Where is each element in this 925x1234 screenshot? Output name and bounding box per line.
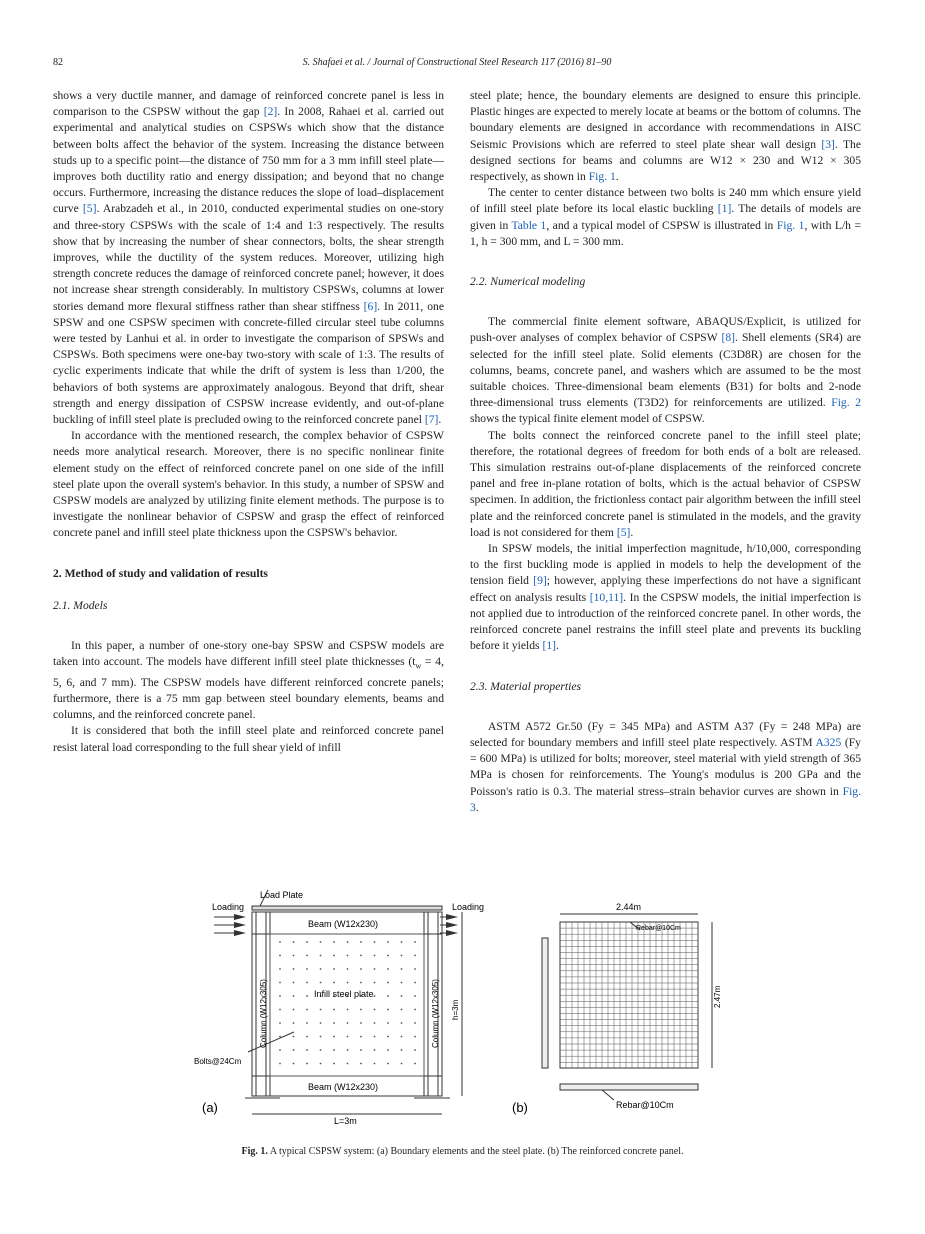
bolt-dot — [279, 1049, 281, 1051]
bolt-dot — [414, 1063, 416, 1065]
bolt-dot — [374, 1063, 376, 1065]
L-label: L=3m — [334, 1116, 357, 1124]
bolt-dot — [347, 941, 349, 943]
bolt-dot — [387, 1063, 389, 1065]
page-number: 82 — [53, 57, 63, 68]
bolt-dot — [279, 1036, 281, 1038]
figure-link[interactable]: Fig. 1 — [588, 170, 616, 184]
bolt-dot — [401, 1022, 403, 1024]
bolt-dot — [293, 1009, 295, 1011]
bolt-dot — [306, 1063, 308, 1065]
paragraph: The commercial finite element software, ABAQUS/Explicit, is utilized for push-over analyses of complex behavior of CSPSW [8]. Shell elements (SR4) are selected for the infill steel plate. Solid elements (C3D8R) are chosen for the columns, beams, concrete panel, and washers which are assumed to be the most suitable choices. Three-dimensional beam elements (B31) for bolts and 2-node three-dimensional truss elements (T3D2) for reinforcements are utilized. Fig. 2 shows the typical finite element model of CSPSW. — [470, 315, 862, 426]
bolt-dot — [414, 955, 416, 957]
bolts-label: Bolts@24Cm — [194, 1057, 242, 1066]
subsection-heading: 2.3. Material properties — [470, 679, 581, 693]
bolt-dot — [347, 1036, 349, 1038]
bolt-dot — [279, 941, 281, 943]
bolt-dot — [374, 995, 376, 997]
bolt-dot — [414, 1049, 416, 1051]
bolt-dot — [414, 1009, 416, 1011]
bolt-dot — [401, 1036, 403, 1038]
citation-link[interactable]: [10,11] — [589, 590, 624, 604]
h-label: h=3m — [451, 999, 460, 1020]
bolt-dot — [333, 982, 335, 984]
caption-text: A typical CSPSW system: (a) Boundary elements and the steel plate. (b) The reinforced concrete panel. — [267, 1146, 684, 1157]
bolt-dot — [333, 1009, 335, 1011]
bolt-dot — [360, 1009, 362, 1011]
bolt-dot — [347, 1063, 349, 1065]
load-plate — [252, 906, 442, 910]
bolt-dot — [333, 1049, 335, 1051]
figure-1 — [190, 884, 730, 1124]
bolt-dot — [306, 1036, 308, 1038]
citation-link[interactable]: [2] — [263, 105, 278, 119]
caption-label: Fig. 1. — [241, 1146, 268, 1157]
citation-link[interactable]: [7] — [424, 413, 439, 427]
bolt-dot — [306, 995, 308, 997]
bolt-dot — [333, 968, 335, 970]
bolt-dot — [320, 1036, 322, 1038]
section-heading: 2. Method of study and validation of results — [53, 566, 268, 580]
bolt-dot — [414, 1036, 416, 1038]
height-label: 2.47m — [713, 985, 722, 1008]
bolt-dot — [293, 1036, 295, 1038]
bolt-dot — [279, 1063, 281, 1065]
citation-link[interactable]: [5] — [82, 202, 97, 216]
bolt-dot — [401, 955, 403, 957]
bolt-dot — [360, 982, 362, 984]
figure-caption — [0, 1146, 925, 1157]
bolt-dot — [387, 1036, 389, 1038]
left-column — [53, 88, 444, 756]
bolt-dot — [374, 1009, 376, 1011]
bolt-dot — [414, 1022, 416, 1024]
bolt-dot — [279, 955, 281, 957]
rebar-grid — [560, 922, 698, 1068]
subsection-heading: 2.2. Numerical modeling — [470, 275, 586, 289]
bolt-grid — [279, 941, 416, 1064]
paragraph: In this paper, a number of one-story one-bay SPSW and CSPSW models are taken into account. The models have different infill steel plate thicknesses ($t_w = 4$, 5, 6, and 7 mm). The CSPSW models have different reinforced concrete panels; furthermore, there is a 75 mm gap between steel boundary elements, beams and columns, and the reinforced concrete panel. — [53, 639, 445, 722]
bolt-dot — [333, 1036, 335, 1038]
panel-b-label: (b) — [512, 1100, 528, 1115]
bolt-dot — [374, 941, 376, 943]
paragraph: The center to center distance between two bolts is 240 mm which ensure yield of infill steel plate before its local elastic buckling [1]. The details of models are given in Table 1, and a typical model of CSPSW is illustrated in Fig. 1, with L/h = 1, h = 300 mm, and L = 300 mm. — [470, 186, 861, 248]
bolt-dot — [387, 1049, 389, 1051]
figure-link[interactable]: Fig. 3 — [470, 784, 861, 814]
bolt-dot — [374, 982, 376, 984]
bolt-dot — [360, 1063, 362, 1065]
panel-side-view — [542, 938, 548, 1068]
bolt-dot — [360, 941, 362, 943]
paragraph: It is considered that both the infill steel plate and reinforced concrete panel resist lateral load corresponding to the full shear yield of infill — [53, 724, 444, 754]
bolt-dot — [320, 1063, 322, 1065]
bolt-dot — [387, 941, 389, 943]
bolt-dot — [279, 1009, 281, 1011]
bolt-dot — [360, 1036, 362, 1038]
bolt-dot — [306, 968, 308, 970]
citation-link[interactable]: [5] — [616, 525, 631, 539]
bolt-dot — [320, 1022, 322, 1024]
bolt-dot — [333, 941, 335, 943]
bolt-dot — [320, 982, 322, 984]
bolt-dot — [374, 1036, 376, 1038]
bolt-dot — [293, 955, 295, 957]
col-right-label: Column (W12x305) — [431, 979, 440, 1048]
bolt-dot — [387, 995, 389, 997]
bolt-dot — [347, 968, 349, 970]
rebar-top-label: Rebar@10Cm — [636, 925, 681, 932]
bolt-dot — [333, 955, 335, 957]
bolt-dot — [293, 1063, 295, 1065]
bolt-dot — [347, 1049, 349, 1051]
citation-link[interactable]: [8] — [721, 331, 736, 345]
cspsw-diagram — [190, 884, 730, 1124]
bolt-dot — [414, 968, 416, 970]
bolt-dot — [306, 1049, 308, 1051]
citation-link[interactable]: [1] — [542, 639, 556, 653]
bolt-dot — [360, 955, 362, 957]
width-label: 2.44m — [616, 902, 642, 912]
bolt-dot — [347, 1022, 349, 1024]
bolt-dot — [347, 955, 349, 957]
bolt-dot — [387, 1009, 389, 1011]
load-plate-label: Load Plate — [260, 890, 304, 900]
paragraph: In SPSW models, the initial imperfection magnitude, h/10,000, corresponding to the first buckling mode is applied in models to help the development of the tension field [9]; however, applying these imperfections do not have a significant effect on analysis results [10,11]. In the CSPSW models, the initial imperfection is not applied due to introduction of the reinforced concrete panel. In other words, the reinforced concrete panel restrains the infill steel plate and prevents its buckling before it yields [1]. — [470, 542, 861, 653]
right-column — [470, 88, 861, 816]
bolt-dot — [293, 968, 295, 970]
bolt-dot — [401, 941, 403, 943]
subsection-heading: 2.1. Models — [53, 598, 108, 612]
bolt-dot — [414, 941, 416, 943]
panel-a-label: (a) — [202, 1100, 218, 1115]
bolt-dot — [374, 1022, 376, 1024]
bolt-dot — [374, 1049, 376, 1051]
bolt-dot — [401, 1009, 403, 1011]
bolt-dot — [279, 968, 281, 970]
loading-label-right: Loading — [452, 902, 485, 912]
figure-link[interactable]: Fig. 1 — [776, 218, 805, 232]
table-link[interactable]: Table 1 — [511, 218, 547, 232]
beam-bottom-label: Beam (W12x230) — [308, 1082, 379, 1092]
bolt-dot — [333, 1063, 335, 1065]
paragraph: ASTM A572 Gr.50 (Fy = 345 MPa) and ASTM A37 (Fy = 248 MPa) are selected for boundary members and infill steel plate respectively. ASTM A325 (Fy = 600 MPa) is utilized for bolts; moreover, steel material with yield strength of 365 MPa is chosen for reinforcements. The Young's modulus is 200 GPa and the Poisson's ratio is 0.3. The material stress–strain behavior curves are shown in Fig. 3. — [470, 719, 861, 814]
bolt-dot — [387, 955, 389, 957]
bolt-dot — [320, 1049, 322, 1051]
bolt-dot — [279, 1022, 281, 1024]
bolt-dot — [360, 968, 362, 970]
bolt-dot — [401, 1063, 403, 1065]
citation-link[interactable]: [3] — [821, 137, 835, 151]
bolt-dot — [293, 995, 295, 997]
bolt-dot — [306, 1022, 308, 1024]
bolt-dot — [279, 995, 281, 997]
bolt-dot — [306, 982, 308, 984]
paragraph: shows a very ductile manner, and damage of reinforced concrete panel is less in comparison to the CSPSW without the gap [2]. In 2008, Rahaei et al. carried out experimental and analytical studies on CSPSWs which show that the distance between bolts affect the behavior of the system. Increasing the distance between studs up to a specific point—the distance of 750 mm for a 3 mm infill steel plate—improves both ductility ratio and energy dissipation; and beyond that no change occurs. Furthermore, increasing the distance reduces the slope of load–displacement curve [5]. Arabzadeh et al., in 2010, conducted experimental studies on one-story and three-story CSPSWs with the scale of 1:4 and 1:3 respectively. The results show that by increasing the number of shear connectors, bolts, the shear strength improves, while the ductility of the system reduces. Moreover, utilizing high strength concrete reduces the damage of reinforced concrete panel; however, it does not increase shear strength considerably. In multistory CSPSWs, columns at lower stories demand more flexural stiffness rather than shear stiffness [6]. In 2011, one SPSW and one CSPSW specimen with concrete-filled circular steel tube columns were tested by Lanhui et al. in order to investigate the comparison of SPSWs and CSPSWs. Both specimens were one-bay two-story with scale of 1:3. The results of cyclic experiments indicate that while the drift of system is less than 1/200, the behaviors of both systems are approximately analogous. Beyond that drift, shear strength and energy dissipation of CSPSW increase evidently, and out-of-plane buckling of infill steel plate is precluded owing to the reinforced concrete panel [7]. — [53, 89, 445, 427]
bolt-dot — [347, 1009, 349, 1011]
bolt-dot — [306, 1009, 308, 1011]
paragraph: In accordance with the mentioned research, the complex behavior of CSPSW needs more analytical research. Moreover, there is no specific nonlinear finite element study on the effect of reinforced concrete panel on one side of the infill steel plate upon the overall system's behavior. In this study, a number of SPSW and CSPSW models are analyzed by utilizing finite element methods. The purpose is to investigate the nonlinear behavior of CSPSW and grasp the effect of reinforced concrete panel and infill steel plate thickness upon the CSPSW's behavior. — [53, 429, 444, 540]
bolt-dot — [401, 982, 403, 984]
bolt-dot — [279, 982, 281, 984]
paragraph: The bolts connect the reinforced concrete panel to the infill steel plate; therefore, the rotational degrees of freedom for both ends of a bolt are released. This simulation restrains out-of-plane displacements of the reinforced concrete panel and free in-plane rotation of bolts, which is the actual behavior of CSPSW specimen. In addition, the frictionless contact pair algorithm between the infill steel plate and the reinforced concrete panel is stimulated in the models, and the gravity load is not considered for them [5]. — [470, 428, 861, 539]
bolt-dot — [320, 968, 322, 970]
bolt-dot — [320, 941, 322, 943]
bolt-dot — [347, 982, 349, 984]
infill-label: Infill steel plate — [314, 989, 374, 999]
panel-bottom-view — [560, 1084, 698, 1090]
citation-link[interactable]: [9] — [533, 574, 547, 588]
bolt-dot — [387, 982, 389, 984]
loading-label-left: Loading — [212, 902, 245, 912]
col-left-label: Column (W12x305) — [259, 979, 268, 1048]
bolt-dot — [360, 1049, 362, 1051]
bolt-dot — [320, 1009, 322, 1011]
bolt-dot — [401, 995, 403, 997]
bolt-dot — [414, 995, 416, 997]
bolt-dot — [293, 941, 295, 943]
citation-link[interactable]: [6] — [363, 299, 378, 313]
bolt-dot — [293, 1049, 295, 1051]
running-title: S. Shafaei et al. / Journal of Constructional Steel Research 117 (2016) 81–90 — [302, 57, 612, 68]
paragraph: steel plate; hence, the boundary elements are designed to ensure this principle. Plastic hinges are expected to merely locate at beams or the bottom of columns. The boundary elements are designed in accordance with recommendations in AISC Seismic Provisions which are referred to steel plate shear wall design [3]. The designed sections for beams and columns are W12 × 230 and W12 × 305 respectively, as shown in Fig. 1. — [470, 89, 861, 184]
bolt-dot — [374, 968, 376, 970]
bolt-dot — [401, 968, 403, 970]
bolt-dot — [374, 955, 376, 957]
bolt-dot — [306, 941, 308, 943]
bolt-dot — [306, 955, 308, 957]
bolt-dot — [387, 1022, 389, 1024]
standard-link[interactable]: A325 — [815, 735, 842, 749]
rebar-bottom-label: Rebar@10Cm — [616, 1100, 674, 1110]
bolt-dot — [293, 982, 295, 984]
bolt-dot — [360, 1022, 362, 1024]
bolt-dot — [293, 1022, 295, 1024]
frame-b — [542, 914, 712, 1100]
bolt-dot — [401, 1049, 403, 1051]
bolt-dot — [387, 968, 389, 970]
figure-link[interactable]: Fig. 2 — [831, 396, 862, 410]
bolt-dot — [414, 982, 416, 984]
beam-top-label: Beam (W12x230) — [308, 919, 379, 929]
bolt-dot — [320, 955, 322, 957]
citation-link[interactable]: [1] — [717, 202, 732, 216]
bolt-dot — [333, 1022, 335, 1024]
